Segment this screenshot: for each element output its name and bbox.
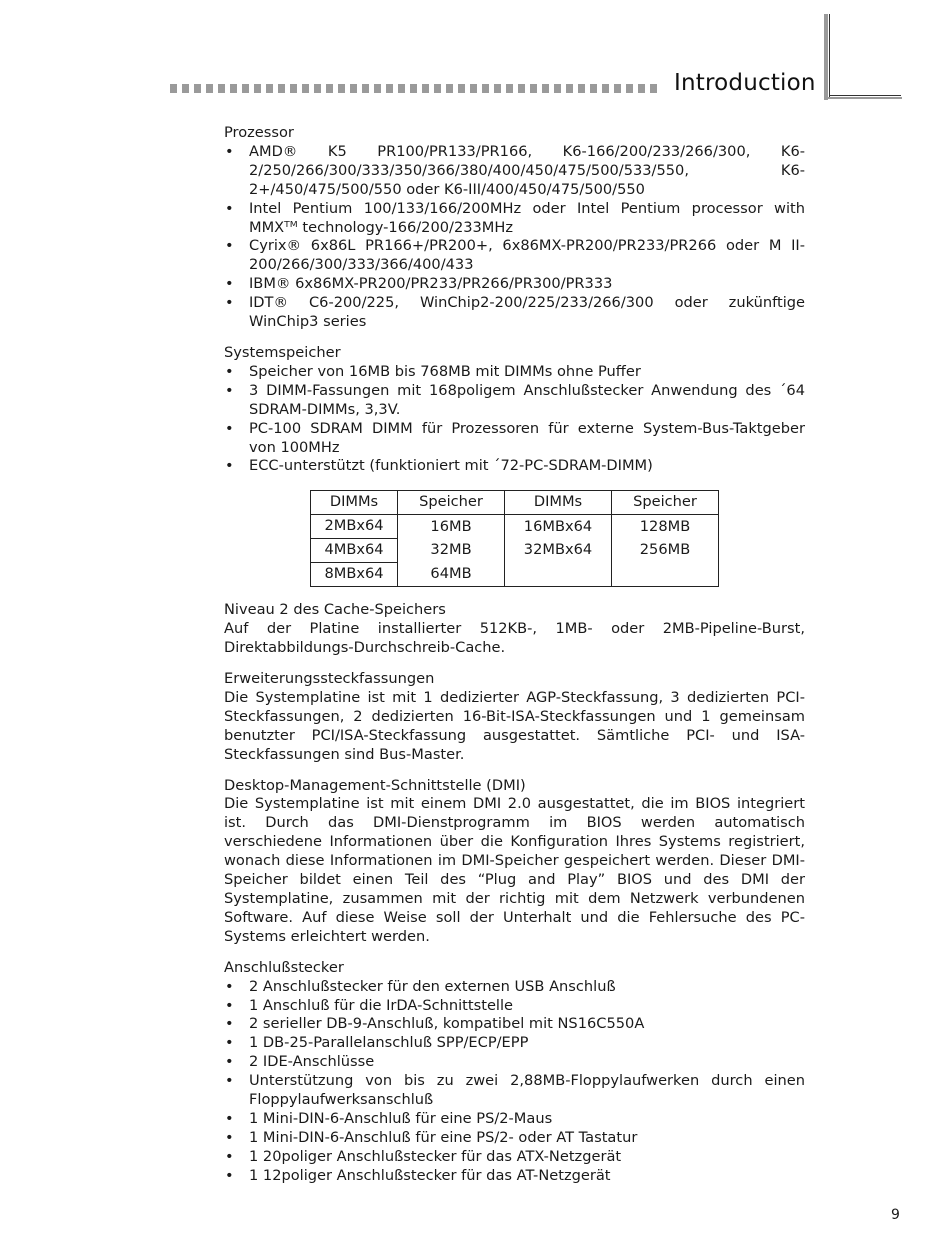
corner-mark-horizontal (824, 97, 902, 99)
table-header-cell: DIMMs (505, 491, 612, 515)
memory-list (224, 363, 805, 476)
table-row (311, 539, 719, 563)
list-item: • 1 Mini-DIN-6-Anschluß für eine PS/2-Maus (224, 1110, 805, 1129)
list-item: • 1 DB-25-Parallelanschluß SPP/ECP/EPP (224, 1034, 805, 1053)
connectors-list (224, 978, 805, 1186)
list-item: • Unterstützung von bis zu zwei 2,88MB-Floppylaufwerken durch einen Floppylaufwerksanschluß (224, 1072, 805, 1110)
page-content (224, 124, 805, 1198)
table-header-cell: DIMMs (311, 491, 398, 515)
list-item: • 2 Anschlußstecker für den externen USB Anschluß (224, 978, 805, 997)
processor-list (224, 143, 805, 332)
section-cache (224, 601, 805, 658)
table-header-cell: Speicher (612, 491, 719, 515)
section-memory (224, 344, 805, 587)
table-header-row (311, 491, 719, 515)
table-cell: 4MBx64 (311, 539, 398, 563)
table-cell: 64MB (398, 563, 505, 587)
list-item: • 2 IDE-Anschlüsse (224, 1053, 805, 1072)
table-cell: 128MB (612, 515, 719, 539)
section-title-connectors: Anschlußstecker (224, 958, 344, 976)
list-item: • 1 20poliger Anschlußstecker für das ATX-Netzgerät (224, 1148, 805, 1167)
table-header-cell: Speicher (398, 491, 505, 515)
list-item: • 3 DIMM-Fassungen mit 168poligem Anschlußstecker Anwendung des ´64 SDRAM-DIMMs, 3,3V. (224, 382, 805, 420)
corner-mark-horizontal-thin (829, 95, 901, 96)
table-row (311, 515, 719, 539)
list-item: • 1 Mini-DIN-6-Anschluß für eine PS/2- oder AT Tastatur (224, 1129, 805, 1148)
table-cell: 16MBx64 (505, 515, 612, 539)
dmi-text: Die Systemplatine ist mit einem DMI 2.0 ausgestattet, die im BIOS integriert ist. Durch das DMI-Dienstprogramm im BIOS werden automatisch verschiedene Informationen über die Konfiguration Ihres Systems registriert, wonach diese Informationen im DMI-Speicher gespeichert werden. Dieser DMI-Speicher bildet einen Teil des “Plug and Play” BIOS und des DMI der Systemplatine, zusammen mit der richtig mit dem Netzwerk verbundenen Software. Auf diese Weise soll der Unterhalt und die Fehlersuche des PC-Systems erleichtert werden. (224, 795, 805, 945)
list-item: • Speicher von 16MB bis 768MB mit DIMMs ohne Puffer (224, 363, 805, 382)
cache-text: Auf der Platine installierter 512KB-, 1MB- oder 2MB-Pipeline-Burst, Direktabbildungs-Durchschreib-Cache. (224, 620, 805, 657)
section-title-dmi: Desktop-Management-Schnittstelle (DMI) (224, 776, 526, 794)
table-cell: 32MB (398, 539, 505, 563)
table-cell: 2MBx64 (311, 515, 398, 539)
table-cell: 8MBx64 (311, 563, 398, 587)
corner-mark-vertical (824, 14, 828, 100)
table-cell (505, 563, 612, 587)
corner-mark-vertical-thin (829, 14, 830, 98)
list-item: • PC-100 SDRAM DIMM für Prozessoren für externe System-Bus-Taktgeber von 100MHz (224, 420, 805, 458)
dimm-table (310, 490, 719, 587)
list-item: • 2 serieller DB-9-Anschluß, kompatibel mit NS16C550A (224, 1015, 805, 1034)
section-connectors (224, 959, 805, 1186)
table-cell: 256MB (612, 539, 719, 563)
list-item: • IDT® C6-200/225, WinChip2-200/225/233/266/300 oder zukünftige WinChip3 series (224, 294, 805, 332)
section-title-cache: Niveau 2 des Cache-Speichers (224, 601, 446, 619)
list-item: • Intel Pentium 100/133/166/200MHz oder Intel Pentium processor with MMXᵀᴹ technology-166/200/233MHz (224, 200, 805, 238)
expansion-text: Die Systemplatine ist mit 1 dedizierter AGP-Steckfassung, 3 dedizierten PCI-Steckfassungen, 2 dedizierten 16-Bit-ISA-Steckfassungen und 1 gemeinsam benutzter PCI/ISA-Steckfassung ausgestattet. Sämtliche PCI- und ISA-Steckfassungen sind Bus-Master. (224, 688, 805, 763)
table-cell: 32MBx64 (505, 539, 612, 563)
page-number: 9 (891, 1207, 900, 1223)
page-header-title: Introduction (674, 70, 816, 96)
list-item: • ECC-unterstützt (funktioniert mit ´72-PC-SDRAM-DIMM) (224, 457, 805, 476)
table-cell: 16MB (398, 515, 505, 539)
list-item: • IBM® 6x86MX-PR200/PR233/PR266/PR300/PR333 (224, 275, 805, 294)
section-title-processor: Prozessor (224, 124, 294, 141)
list-item: • 1 Anschluß für die IrDA-Schnittstelle (224, 997, 805, 1016)
list-item: • AMD® K5 PR100/PR133/PR166, K6-166/200/233/266/300, K6-2/250/266/300/333/350/366/380/400/450/475/500/533/550, K6-2+/450/475/500/550 oder K6-III/400/450/475/500/550 (224, 143, 805, 200)
list-item: • 1 12poliger Anschlußstecker für das AT-Netzgerät (224, 1167, 805, 1186)
section-processor (224, 124, 805, 332)
section-title-memory: Systemspeicher (224, 343, 341, 361)
section-dmi (224, 777, 805, 947)
table-cell (612, 563, 719, 587)
table-row (311, 563, 719, 587)
section-title-expansion: Erweiterungssteckfassungen (224, 670, 435, 688)
list-item: • Cyrix® 6x86L PR166+/PR200+, 6x86MX-PR200/PR233/PR266 oder M II-200/266/300/333/366/400/433 (224, 237, 805, 275)
header-dotted-rule (170, 84, 662, 93)
section-expansion (224, 670, 805, 765)
